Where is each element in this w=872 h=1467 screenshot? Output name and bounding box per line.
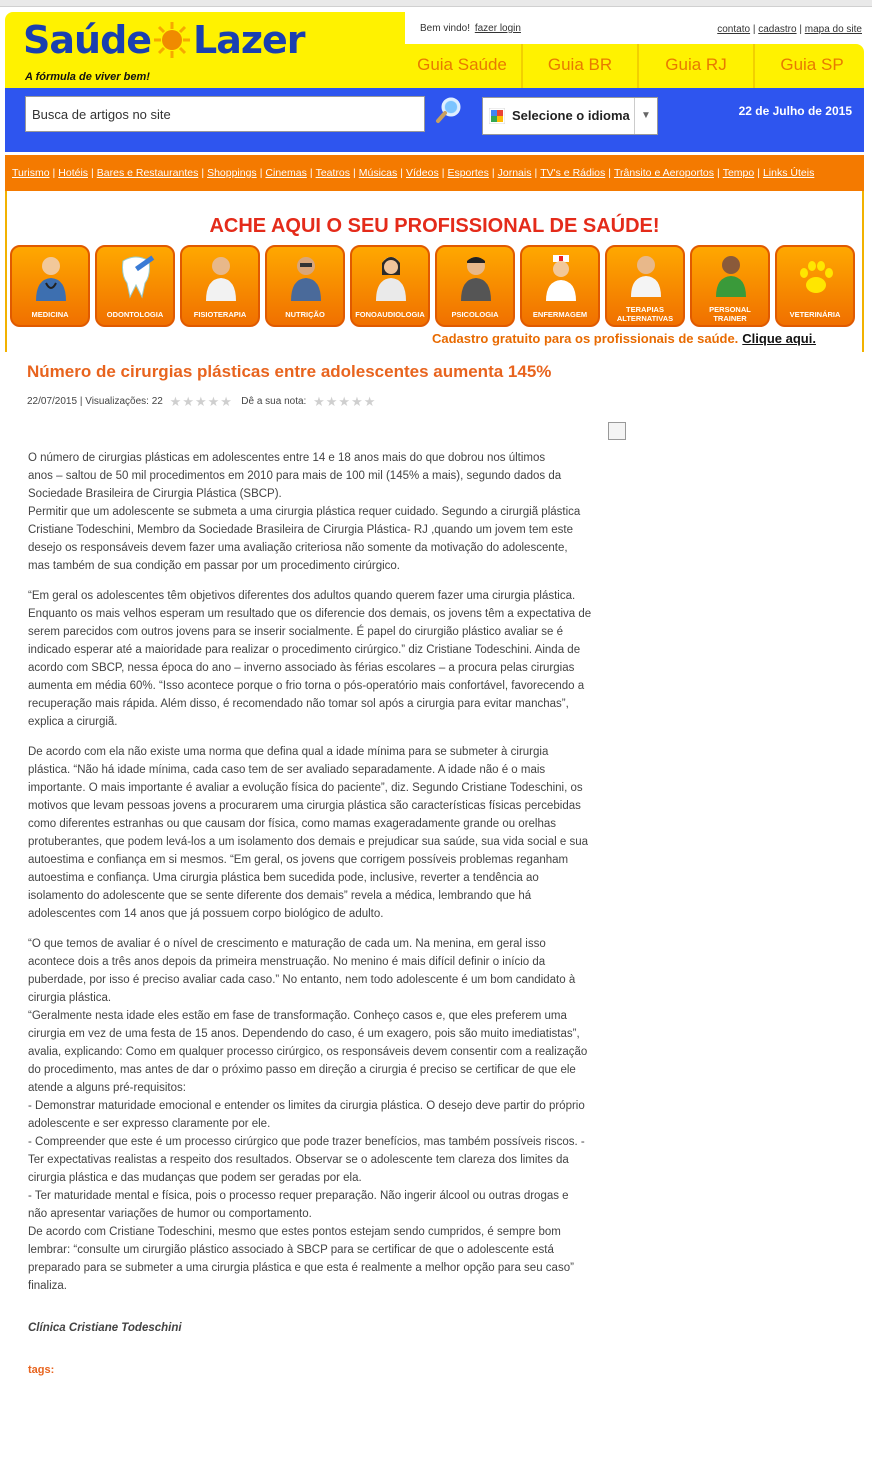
- search-icon[interactable]: [435, 96, 463, 124]
- nav-link[interactable]: Hotéis: [58, 167, 89, 179]
- nav-separator: |: [91, 167, 94, 179]
- paragraph-line: importante. O mais importante é avaliar a evolução física do paciente”, diz. Segundo Cristiane Todeschini, os: [28, 782, 583, 794]
- guide-tabs: [405, 44, 864, 88]
- paragraph-line: De acordo com ela não existe uma norma que defina qual a idade mínima para se submeter à cirurgia: [28, 746, 549, 758]
- star-icon[interactable]: ★: [313, 394, 325, 409]
- paragraph-line: aumenta em média 60%. “Isso acontece porque o frio torna o pós-operatório mais confortável, favorecendo a: [28, 680, 585, 692]
- tile-label: VETERINÁRIA: [789, 310, 841, 319]
- paragraph-line: - Compreender que este é um processo cirúrgico que pode trazer benefícios, mas também possíveis riscos. -: [28, 1136, 585, 1148]
- tile-label: PERSONAL TRAINER: [709, 305, 751, 323]
- tile-label: FONOAUDIOLOGIA: [355, 310, 425, 319]
- paragraph-line: acordo com SBCP, nessa época do ano – inverno associado às férias escolares – a procura pelas cirurgias: [28, 662, 575, 674]
- paragraph-line: O número de cirurgias plásticas em adolescentes entre 14 e 18 anos mais do que dobrou nos últimos: [28, 452, 546, 464]
- register-promo-text: Cadastro gratuito para os profissionais de saúde.: [432, 331, 739, 346]
- tile-veterinaria[interactable]: [775, 245, 855, 327]
- tile-psicologia[interactable]: [435, 245, 515, 327]
- nav-link[interactable]: Bares e Restaurantes: [96, 167, 199, 179]
- paragraph-line: De acordo com Cristiane Todeschini, mesmo que estes pontos estejam sendo cumpridos, é sempre bom: [28, 1226, 561, 1238]
- paragraph-line: adolescente e ser expresso claramente por ele.: [28, 1118, 271, 1130]
- sitemap-link[interactable]: mapa do site: [804, 24, 862, 35]
- nav-link[interactable]: TV's e Rádios: [540, 167, 606, 179]
- paw-icon: [795, 253, 837, 301]
- tab-guia-sp[interactable]: Guia SP: [753, 44, 869, 88]
- nav-link[interactable]: Esportes: [447, 167, 489, 179]
- article-title: Número de cirurgias plásticas entre adolescentes aumenta 145%: [27, 362, 552, 381]
- star-icon: ★: [182, 394, 194, 409]
- nav-separator: |: [491, 167, 495, 179]
- paragraph-line: - Ter maturidade mental e física, pois o processo requer preparação. Não ingerir álcool ou outras drogas e: [28, 1190, 569, 1202]
- rate-label: Dê a sua nota:: [241, 396, 307, 407]
- paragraph-line: “O que temos de avaliar é o nível de crescimento e maturação de cada um. Na menina, em geral isso: [28, 938, 546, 950]
- star-icon: ★: [220, 394, 232, 409]
- paragraph-line: anos – saltou de 50 mil procedimentos em 2010 para mais de 100 mil (145% a mais), segundo dados da: [28, 470, 562, 482]
- paragraph-line: mas também de sua condição em passar por um procedimento cirúrgico.: [28, 560, 401, 572]
- nav-separator: |: [716, 167, 720, 179]
- top-links: contato | cadastro | mapa do site: [717, 24, 862, 35]
- rating-display: [170, 394, 233, 410]
- browser-top-strip: [0, 0, 872, 7]
- paragraph-line: adolescentes com 14 anos que já possuem corpo biológico de adulto.: [28, 908, 384, 920]
- paragraph-line: - Demonstrar maturidade emocional e entender os limites da cirurgia plástica. O desejo deve partir do próprio: [28, 1100, 585, 1112]
- search-bar: [5, 88, 864, 152]
- professionals-title: ACHE AQUI O SEU PROFISSIONAL DE SAÚDE!: [209, 215, 660, 237]
- nav-separator: |: [757, 167, 760, 179]
- nav-separator: |: [441, 167, 445, 179]
- register-promo-link[interactable]: Clique aqui.: [742, 331, 816, 346]
- paragraph-line: explica a cirurgiã.: [28, 716, 118, 728]
- article-date: 22/07/2015: [27, 396, 78, 407]
- nav-separator: |: [400, 167, 404, 179]
- paragraph-line: preparado para se submeter a uma cirurgia plástica e que esta é realmente a melhor opção para seu caso”: [28, 1262, 574, 1274]
- tile-label: NUTRIÇÃO: [285, 310, 325, 319]
- register-promo: [432, 331, 816, 346]
- tagline: A fórmula de viver bem!: [25, 71, 150, 83]
- article-paragraph: [28, 449, 628, 575]
- paragraph-line: indicado esperar até a maioridade para realizar o procedimento cirúrgico.” diz Cristiane Todeschini. Ainda de: [28, 644, 581, 656]
- tile-enfermagem[interactable]: [520, 245, 600, 327]
- professionals-section: [5, 191, 864, 352]
- language-label: Selecione o idioma: [512, 108, 630, 123]
- site-logo[interactable]: [23, 18, 305, 62]
- tile-label: FISIOTERAPIA: [193, 310, 247, 319]
- category-nav: [5, 155, 864, 191]
- tile-label: TERAPIAS ALTERNATIVAS: [616, 305, 674, 323]
- logo-word-right: Lazer: [193, 18, 305, 62]
- paragraph-line: finaliza.: [28, 1280, 67, 1292]
- paragraph-line: puberdade, por isso é preciso avaliar cada caso.” No entanto, nem todo adolescente é um bom candidato à: [28, 974, 576, 986]
- broken-image-icon: [608, 422, 626, 440]
- paragraph-line: isolamento do adolescente que se sente diferente dos demais” revela a médica, lembrando que há: [28, 890, 532, 902]
- star-icon[interactable]: ★: [363, 394, 376, 409]
- trainer-icon: [710, 253, 752, 297]
- article-views: Visualizações: 22: [85, 396, 163, 407]
- article-paragraph: [28, 743, 628, 923]
- tile-personal-trainer[interactable]: [690, 245, 770, 327]
- tab-guia-br[interactable]: Guia BR: [521, 44, 637, 88]
- nav-separator: |: [309, 167, 313, 179]
- search-input[interactable]: [25, 96, 425, 132]
- paragraph-line: avalia, explicando: Como em qualquer processo cirúrgico, os responsáveis devem consentir com a realização: [28, 1046, 588, 1058]
- nav-link[interactable]: Shoppings: [207, 167, 257, 179]
- chevron-down-icon[interactable]: ▼: [634, 98, 657, 134]
- welcome-text: Bem vindo!: [420, 23, 471, 34]
- paragraph-line: autoestima e confiança em si mesmos. “Em geral, os jovens que corrigem possíveis problemas reganham: [28, 854, 569, 866]
- rating-input[interactable]: [313, 394, 376, 410]
- paragraph-line: plástica. “Não há idade mínima, cada caso tem de ser avaliado separadamente. A idade não é o mais: [28, 764, 546, 776]
- article-paragraph: [28, 935, 628, 1295]
- tab-guia-saude[interactable]: Guia Saúde: [417, 55, 507, 74]
- tab-guia-rj[interactable]: Guia RJ: [637, 44, 753, 88]
- paragraph-line: Sociedade Brasileira de Cirurgia Plástica (SBCP).: [28, 488, 282, 500]
- nav-link[interactable]: Trânsito e Aeroportos: [613, 167, 714, 179]
- tile-label: ODONTOLOGIA: [106, 310, 164, 319]
- tooth-icon: [115, 253, 157, 301]
- tile-odontologia[interactable]: [95, 245, 175, 327]
- star-icon[interactable]: ★: [325, 394, 338, 409]
- nav-link[interactable]: Teatros: [315, 167, 351, 179]
- nav-link[interactable]: Tempo: [722, 167, 755, 179]
- physiotherapist-icon: [200, 253, 242, 301]
- star-icon: ★: [194, 394, 207, 409]
- logo-word-left: Saúde: [23, 18, 152, 62]
- nav-link[interactable]: Turismo: [12, 167, 50, 179]
- paragraph-line: como diferentes estranhas ou que causam dor física, como mamas exageradamente grande ou orelhas: [28, 818, 557, 830]
- paragraph-line: não apresentar variações de humor ou comportamento.: [28, 1208, 312, 1220]
- google-translate-icon: [489, 108, 505, 124]
- nav-separator: |: [201, 167, 205, 179]
- paragraph-line: Ter expectativas realistas a respeito dos resultados. Observar se o adolescente tem clareza dos limites da: [28, 1154, 569, 1166]
- star-icon: ★: [169, 394, 182, 409]
- tile-terapias-alternativas[interactable]: [605, 245, 685, 327]
- therapist-icon: [625, 253, 667, 297]
- tile-fonoaudiologia[interactable]: [350, 245, 430, 327]
- nav-link[interactable]: Jornais: [497, 167, 532, 179]
- paragraph-line: cirurgia plástica e das mudanças que podem ser geradas por ela.: [28, 1172, 362, 1184]
- psychologist-icon: [455, 253, 497, 301]
- paragraph-line: “Em geral os adolescentes têm objetivos diferentes dos adultos quando querem fazer uma cirurgia plástica.: [28, 590, 576, 602]
- nutritionist-icon: [285, 253, 327, 301]
- nav-separator: |: [608, 167, 611, 179]
- language-select[interactable]: [482, 97, 658, 135]
- nav-link[interactable]: Links Úteis: [762, 167, 815, 179]
- paragraph-line: motivos que levam pessoas jovens a procurarem uma cirurgia plástica são características físicas percebidas: [28, 800, 581, 812]
- nav-separator: |: [534, 167, 538, 179]
- nurse-icon: [540, 253, 582, 301]
- nav-link[interactable]: Cinemas: [265, 167, 307, 179]
- tile-medicina[interactable]: [10, 245, 90, 327]
- tile-nutricao[interactable]: [265, 245, 345, 327]
- article-paragraph: [28, 587, 628, 731]
- speech-therapist-icon: [370, 253, 412, 301]
- tile-label: PSICOLOGIA: [451, 310, 499, 319]
- contact-link[interactable]: contato: [717, 24, 751, 35]
- register-link[interactable]: cadastro: [758, 24, 797, 35]
- sun-icon: [153, 21, 191, 59]
- tile-label: ENFERMAGEM: [532, 310, 588, 319]
- paragraph-line: cirurgia plástica.: [28, 992, 112, 1004]
- doctor-icon: [30, 253, 72, 301]
- login-link[interactable]: fazer login: [474, 23, 521, 34]
- article-meta: 22/07/2015 | Visualizações: 22 ★★★★★ Dê a sua nota: ★★★★★: [27, 394, 376, 409]
- nav-link[interactable]: Vídeos: [406, 167, 439, 179]
- tile-fisioterapia[interactable]: [180, 245, 260, 327]
- paragraph-line: Cristiane Todeschini, Membro da Sociedade Brasileira de Cirurgia Plástica- RJ ,quando um jovem tem este: [28, 524, 574, 536]
- paragraph-line: “Geralmente nesta idade eles estão em fase de transformação. Conheço casos e, que eles preferem uma: [28, 1010, 567, 1022]
- paragraph-line: lembrar: “consulte um cirurgião plástico associado à SBCP para se certificar de que o adolescente está: [28, 1244, 554, 1256]
- nav-separator: |: [353, 167, 356, 179]
- paragraph-line: recuperação mais rápida. Além disso, é recomendado não tomar sol após a cirurgia para evitar manchas”,: [28, 698, 569, 710]
- paragraph-line: Permitir que um adolescente se submeta a uma cirurgia plástica requer cuidado. Segundo a cirurgiã plástica: [28, 506, 581, 518]
- paragraph-line: atende a alguns pré-requisitos:: [28, 1082, 186, 1094]
- nav-link[interactable]: Músicas: [358, 167, 398, 179]
- paragraph-line: acontece dois a três anos depois da primeira menstruação. No menino é mais difícil definir o início da: [28, 956, 546, 968]
- paragraph-line: serem parecidos com outros jovens para se inserir socialmente. É papel do cirurgião plástico avaliar se é: [28, 626, 564, 638]
- paragraph-line: Enquanto os mais velhos esperam um resultado que os diferencie dos demais, os jovens têm a expectativa de: [28, 608, 592, 620]
- paragraph-line: cirurgia em vez de uma festa de 15 anos. Dependendo do caso, é um exagero, pois são muito imediatistas”,: [28, 1028, 580, 1040]
- article-signature: Clínica Cristiane Todeschini: [28, 1322, 182, 1334]
- nav-separator: |: [52, 167, 56, 179]
- paragraph-line: protuberantes, que podem levá-los a um isolamento dos demais e prejudicar sua saúde, sua vida social e sua: [28, 836, 588, 848]
- article-body: [28, 449, 628, 1307]
- star-icon[interactable]: ★: [338, 394, 351, 409]
- tags-label: tags:: [28, 1364, 55, 1376]
- welcome-area: [420, 23, 521, 34]
- current-date: 22 de Julho de 2015: [738, 104, 852, 118]
- paragraph-line: autoestima e confiança. Uma cirurgia plástica bem sucedida pode, inclusive, reverter a tendência ao: [28, 872, 539, 884]
- star-icon[interactable]: ★: [351, 394, 363, 409]
- star-icon: ★: [207, 394, 220, 409]
- nav-links: [12, 167, 814, 179]
- paragraph-line: desejo os responsáveis devem fazer uma avaliação criteriosa não somente da motivação do adolescente,: [28, 542, 568, 554]
- logo-area[interactable]: [5, 12, 405, 88]
- tile-label: MEDICINA: [31, 310, 69, 319]
- nav-separator: |: [259, 167, 263, 179]
- paragraph-line: do procedimento, mas antes de dar o próximo passo em direção a cirurgia é preciso se certificar de que ele: [28, 1064, 576, 1076]
